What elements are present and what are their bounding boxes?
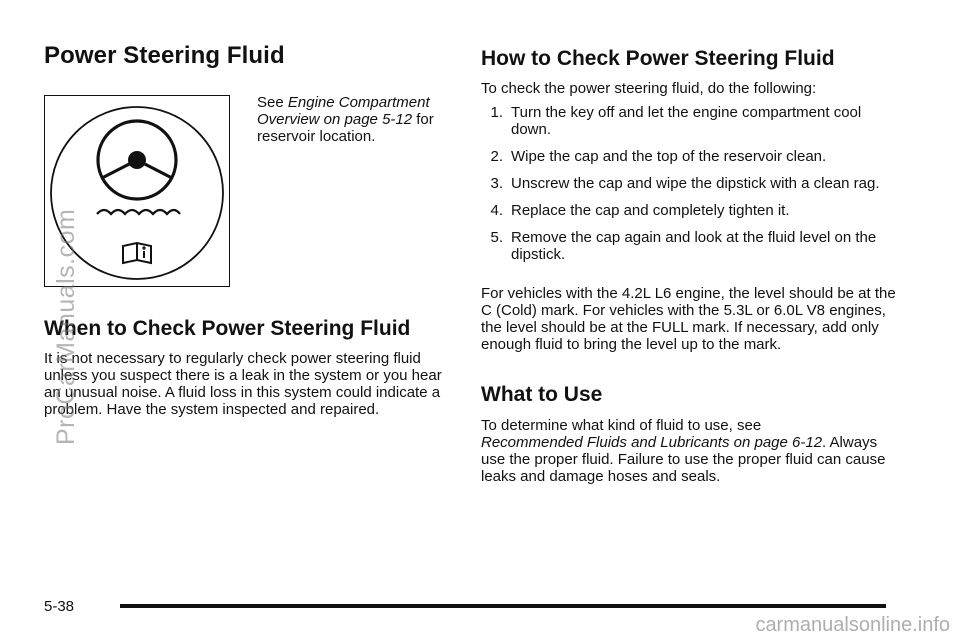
steering-wheel-icon [98,121,176,199]
see-prefix: See [257,94,284,111]
footer-rule [120,604,886,608]
what-to-use-heading: What to Use [481,383,603,406]
recommended-fluids-link[interactable]: Recommended Fluids and Lubricants on page 6-12 [481,434,823,451]
list-item: 1. Turn the key off and let the engine compartment cool down. [490,104,862,138]
page-number: 5-38 [44,598,75,615]
when-to-check-body: It is not necessary to regularly check power steering fluid unless you suspect there is a leak in the system or you hear an unusual noise. A fluid loss in this system could indicate a problem. Have the system inspected and repaired. [44,350,442,418]
list-item: 4. Replace the cap and completely tighten it. [490,202,790,219]
see-suffix: for reservoir location. [257,111,434,145]
what-to-use-body [481,417,901,485]
when-to-check-heading: When to Check Power Steering Fluid [44,317,411,340]
how-to-check-heading: How to Check Power Steering Fluid [481,47,835,70]
watermark-bottom: carmanualsonline.info [755,614,950,636]
fluid-level-note: For vehicles with the 4.2L L6 engine, the level should be at the C (Cold) mark. For vehicles with the 5.3L or 6.0L V8 engines, the level should be at the FULL mark. If necessary, add only enough fluid to bring the level up to the mark. [481,285,896,353]
reservoir-location-reference [257,94,457,145]
check-steps-list [481,104,901,273]
list-item: 3. Unscrew the cap and wipe the dipstick with a clean rag. [490,175,880,192]
list-item: 2. Wipe the cap and the top of the reservoir clean. [490,148,827,165]
watermark-left: ProCarManuals.com [52,208,80,445]
owner-manual-icon [123,243,151,263]
fluid-wave-icon [97,210,180,214]
engine-compartment-link[interactable]: Engine Compartment Overview on page 5-12 [257,94,430,128]
page-title: Power Steering Fluid [44,42,285,69]
list-item: 5. Remove the cap again and look at the fluid level on the dipstick. [490,229,877,263]
what-prefix: To determine what kind of fluid to use, see [481,417,762,434]
what-suffix: . Always use the proper fluid. Failure to use the proper fluid can cause leaks and damage hoses and seals. [481,434,886,485]
how-to-check-intro: To check the power steering fluid, do the following: [481,80,817,97]
